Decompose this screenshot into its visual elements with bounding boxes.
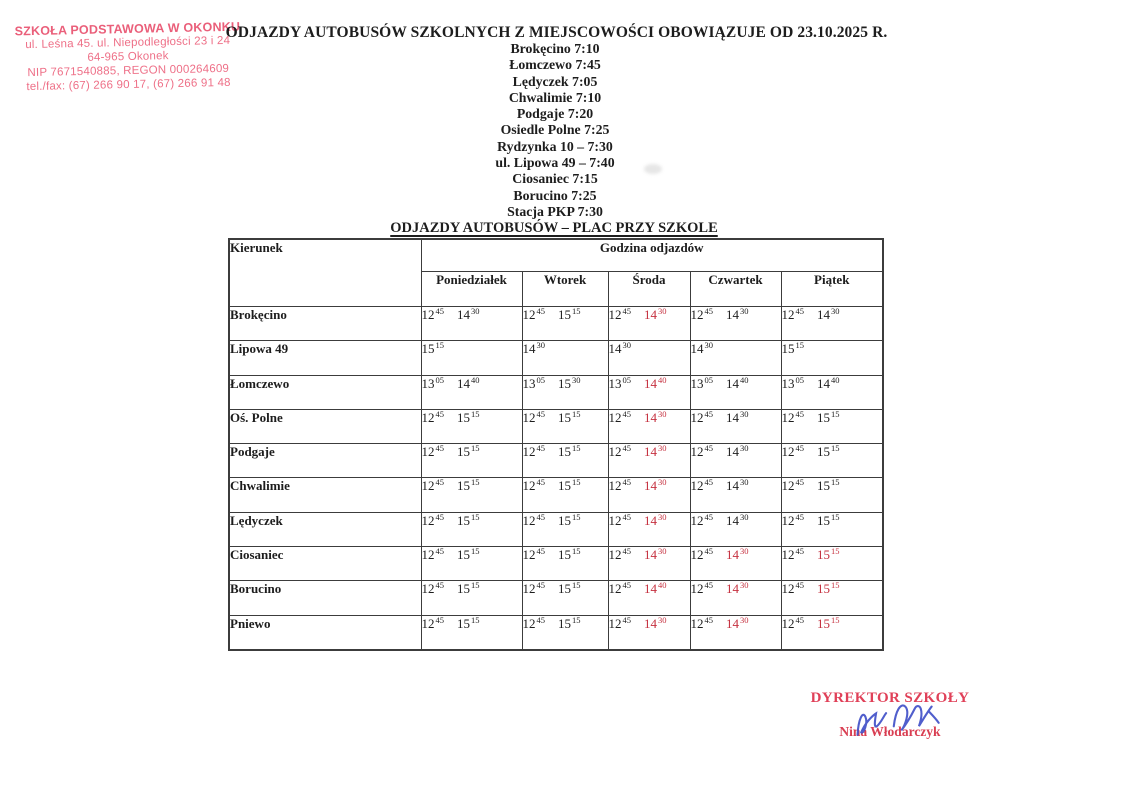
time-value: $12^{45}$ xyxy=(421,511,444,528)
table-title: ODJAZDY AUTOBUSÓW – PLAC PRZY SZKOLE xyxy=(390,220,718,236)
time-cell xyxy=(781,307,883,341)
time-value: $12^{45}$ xyxy=(522,580,545,597)
time-value: $12^{45}$ xyxy=(522,614,545,631)
time-value: $15^{15}$ xyxy=(457,511,480,528)
direction-label: Chwalimie xyxy=(229,478,421,512)
time-value: $14^{30}$ xyxy=(644,546,667,563)
time-value: $12^{45}$ xyxy=(421,408,444,425)
time-value: $12^{45}$ xyxy=(421,306,444,322)
time-cell xyxy=(608,615,690,650)
time-cell xyxy=(608,478,690,512)
time-cell xyxy=(781,547,883,581)
time-value: $14^{30}$ xyxy=(644,511,667,528)
day-header: Czwartek xyxy=(690,272,781,307)
time-value: $12^{45}$ xyxy=(608,614,631,631)
time-value: $15^{15}$ xyxy=(817,546,840,563)
time-value: $14^{30}$ xyxy=(522,340,545,357)
direction-label: Brokęcino xyxy=(229,307,421,341)
time-value: $12^{45}$ xyxy=(608,580,631,597)
time-value: $14^{30}$ xyxy=(644,443,667,460)
time-value: $12^{45}$ xyxy=(421,477,444,494)
school-stamp-nip-regon: NIP 7671540885, REGON 000264609 xyxy=(27,62,230,80)
time-value: $14^{40}$ xyxy=(457,374,480,391)
time-value: $14^{30}$ xyxy=(726,511,749,528)
time-value: $14^{30}$ xyxy=(644,614,667,631)
time-cell xyxy=(781,375,883,409)
time-value: $15^{15}$ xyxy=(558,546,581,563)
time-cell xyxy=(421,547,522,581)
time-cell xyxy=(781,409,883,443)
director-name: Nina Włodarczyk xyxy=(839,724,941,739)
schedule-table-body xyxy=(229,307,883,650)
time-cell xyxy=(690,512,781,546)
time-cell xyxy=(522,615,608,650)
director-title: DYREKTOR SZKOŁY xyxy=(810,690,970,706)
time-value: $15^{15}$ xyxy=(457,443,480,460)
time-value: $12^{45}$ xyxy=(690,614,713,631)
time-value: $15^{15}$ xyxy=(558,477,581,494)
time-cell xyxy=(522,375,608,409)
time-value: $14^{30}$ xyxy=(644,306,667,322)
departure-line: ul. Lipowa 49 – 7:40 xyxy=(495,155,615,171)
time-value: $12^{45}$ xyxy=(690,306,713,322)
time-cell xyxy=(522,341,608,375)
time-value: $12^{45}$ xyxy=(781,614,804,631)
time-value: $15^{15}$ xyxy=(457,546,480,563)
departure-line: Borucino 7:25 xyxy=(513,187,597,203)
table-row xyxy=(229,341,883,375)
time-cell xyxy=(690,478,781,512)
departure-line: Chwalimie 7:10 xyxy=(508,89,602,105)
time-value: $15^{15}$ xyxy=(817,408,840,425)
day-header: Środa xyxy=(608,272,690,307)
time-value: $15^{15}$ xyxy=(558,511,581,528)
time-value: $12^{45}$ xyxy=(690,408,713,425)
time-value: $15^{15}$ xyxy=(817,614,840,631)
time-cell xyxy=(608,581,690,615)
time-value: $14^{30}$ xyxy=(457,306,480,322)
time-value: $15^{15}$ xyxy=(457,477,480,494)
time-value: $15^{15}$ xyxy=(817,477,840,494)
time-value: $14^{30}$ xyxy=(817,306,840,322)
direction-label: Oś. Polne xyxy=(229,409,421,443)
time-value: $14^{30}$ xyxy=(690,340,713,357)
time-cell xyxy=(421,615,522,650)
time-cell xyxy=(690,307,781,341)
time-cell xyxy=(421,512,522,546)
direction-label: Lipowa 49 xyxy=(229,341,421,375)
time-value: $12^{45}$ xyxy=(421,546,444,563)
time-value: $13^{05}$ xyxy=(690,374,713,391)
time-value: $15^{15}$ xyxy=(817,443,840,460)
time-cell xyxy=(608,444,690,478)
time-value: $14^{40}$ xyxy=(644,374,667,391)
time-cell xyxy=(690,444,781,478)
table-row xyxy=(229,581,883,615)
time-cell xyxy=(781,512,883,546)
time-value: $12^{45}$ xyxy=(522,546,545,563)
time-cell xyxy=(522,581,608,615)
departure-line: Lędyczek 7:05 xyxy=(512,73,598,89)
time-cell xyxy=(522,307,608,341)
time-cell xyxy=(608,307,690,341)
time-value: $13^{05}$ xyxy=(608,374,631,391)
time-value: $15^{15}$ xyxy=(457,408,480,425)
time-cell xyxy=(781,615,883,650)
time-value: $15^{15}$ xyxy=(817,580,840,597)
time-value: $12^{45}$ xyxy=(608,408,631,425)
day-header: Wtorek xyxy=(522,272,608,307)
time-value: $14^{30}$ xyxy=(726,477,749,494)
time-cell xyxy=(522,478,608,512)
time-value: $15^{15}$ xyxy=(457,580,480,597)
time-value: $14^{30}$ xyxy=(726,443,749,460)
time-value: $12^{45}$ xyxy=(608,306,631,322)
time-value: $12^{45}$ xyxy=(690,580,713,597)
time-value: $12^{45}$ xyxy=(608,511,631,528)
time-value: $14^{40}$ xyxy=(817,374,840,391)
school-stamp-phone: tel./fax: (67) 266 90 17, (67) 266 91 48 xyxy=(26,76,231,94)
time-value: $12^{45}$ xyxy=(522,511,545,528)
time-cell xyxy=(522,547,608,581)
time-value: $12^{45}$ xyxy=(690,443,713,460)
direction-label: Pniewo xyxy=(229,615,421,650)
departure-line: Rydzynka 10 – 7:30 xyxy=(497,138,613,154)
time-value: $12^{45}$ xyxy=(781,511,804,528)
school-stamp-name: SZKOŁA PODSTAWOWA W OKONKU xyxy=(14,19,241,39)
time-value: $15^{15}$ xyxy=(558,408,581,425)
table-row xyxy=(229,409,883,443)
time-cell xyxy=(690,341,781,375)
day-header: Piątek xyxy=(781,272,883,307)
time-cell xyxy=(421,375,522,409)
table-row xyxy=(229,307,883,341)
time-value: $12^{45}$ xyxy=(781,580,804,597)
direction-label: Łomczewo xyxy=(229,375,421,409)
time-cell xyxy=(690,547,781,581)
time-value: $12^{45}$ xyxy=(522,408,545,425)
time-cell xyxy=(608,409,690,443)
time-value: $12^{45}$ xyxy=(690,546,713,563)
time-cell xyxy=(690,409,781,443)
time-value: $14^{30}$ xyxy=(644,477,667,494)
time-value: $12^{45}$ xyxy=(608,546,631,563)
departure-line: Łomczewo 7:45 xyxy=(509,57,601,73)
time-value: $14^{30}$ xyxy=(644,408,667,425)
time-cell xyxy=(690,615,781,650)
day-header: Poniedziałek xyxy=(421,272,522,307)
time-value: $14^{30}$ xyxy=(726,408,749,425)
departures-list xyxy=(0,41,1110,220)
time-cell xyxy=(421,444,522,478)
table-row xyxy=(229,478,883,512)
document-title: ODJAZDY AUTOBUSÓW SZKOLNYCH Z MIEJSCOWOŚCI OBOWIĄZUJE OD 23.10.2025 R. xyxy=(225,24,888,41)
time-cell xyxy=(781,341,883,375)
time-value: $12^{45}$ xyxy=(522,443,545,460)
time-cell xyxy=(522,444,608,478)
time-cell xyxy=(690,375,781,409)
departure-line: Brokęcino 7:10 xyxy=(510,41,600,56)
time-value: $12^{45}$ xyxy=(781,477,804,494)
time-cell xyxy=(608,375,690,409)
time-cell xyxy=(421,307,522,341)
time-value: $12^{45}$ xyxy=(608,477,631,494)
time-cell xyxy=(781,478,883,512)
time-value: $12^{45}$ xyxy=(781,408,804,425)
time-value: $12^{45}$ xyxy=(608,443,631,460)
table-row xyxy=(229,444,883,478)
time-value: $12^{45}$ xyxy=(522,477,545,494)
time-cell xyxy=(608,341,690,375)
time-cell xyxy=(690,581,781,615)
time-value: $15^{15}$ xyxy=(558,580,581,597)
time-value: $14^{30}$ xyxy=(726,546,749,563)
time-cell xyxy=(608,512,690,546)
time-cell xyxy=(781,444,883,478)
departure-line: Ciosaniec 7:15 xyxy=(512,171,598,187)
time-value: $15^{15}$ xyxy=(421,340,444,357)
schedule-table xyxy=(228,238,884,651)
table-row xyxy=(229,615,883,650)
time-value: $12^{45}$ xyxy=(690,477,713,494)
time-value: $15^{15}$ xyxy=(781,340,804,357)
direction-label: Ciosaniec xyxy=(229,547,421,581)
table-row xyxy=(229,375,883,409)
time-value: $12^{45}$ xyxy=(781,306,804,322)
table-row xyxy=(229,547,883,581)
table-row xyxy=(229,512,883,546)
time-value: $12^{45}$ xyxy=(421,614,444,631)
time-cell xyxy=(421,478,522,512)
school-stamp-city: 64-965 Okonek xyxy=(87,50,169,64)
column-header-godzina-odjazdow: Godzina odjazdów xyxy=(421,239,883,272)
time-value: $12^{45}$ xyxy=(690,511,713,528)
time-value: $14^{30}$ xyxy=(608,340,631,357)
time-value: $15^{15}$ xyxy=(558,614,581,631)
departure-line: Podgaje 7:20 xyxy=(516,106,594,122)
signature-block xyxy=(805,690,975,740)
column-header-kierunek: Kierunek xyxy=(229,239,421,307)
scan-smudge xyxy=(644,164,662,174)
time-cell xyxy=(522,512,608,546)
time-value: $13^{05}$ xyxy=(781,374,804,391)
time-cell xyxy=(522,409,608,443)
time-value: $12^{45}$ xyxy=(522,306,545,322)
time-value: $12^{45}$ xyxy=(781,546,804,563)
time-value: $12^{45}$ xyxy=(781,443,804,460)
direction-label: Borucino xyxy=(229,581,421,615)
school-stamp-address: ul. Leśna 45. ul. Niepodległości 23 i 24 xyxy=(25,34,231,52)
time-value: $15^{15}$ xyxy=(817,511,840,528)
time-value: $14^{40}$ xyxy=(644,580,667,597)
time-cell xyxy=(608,547,690,581)
time-value: $14^{30}$ xyxy=(726,580,749,597)
departure-line: Osiedle Polne 7:25 xyxy=(500,122,610,138)
time-value: $14^{40}$ xyxy=(726,374,749,391)
direction-label: Podgaje xyxy=(229,444,421,478)
time-value: $13^{05}$ xyxy=(522,374,545,391)
time-value: $12^{45}$ xyxy=(421,443,444,460)
departure-line: Stacja PKP 7:30 xyxy=(507,203,603,219)
time-cell xyxy=(421,341,522,375)
time-cell xyxy=(781,581,883,615)
time-value: $14^{30}$ xyxy=(726,306,749,322)
time-value: $12^{45}$ xyxy=(421,580,444,597)
time-cell xyxy=(421,409,522,443)
time-value: $15^{30}$ xyxy=(558,374,581,391)
time-value: $15^{15}$ xyxy=(558,306,581,322)
time-value: $13^{05}$ xyxy=(421,374,444,391)
time-value: $15^{15}$ xyxy=(558,443,581,460)
time-value: $14^{30}$ xyxy=(726,614,749,631)
direction-label: Lędyczek xyxy=(229,512,421,546)
time-value: $15^{15}$ xyxy=(457,614,480,631)
time-cell xyxy=(421,581,522,615)
